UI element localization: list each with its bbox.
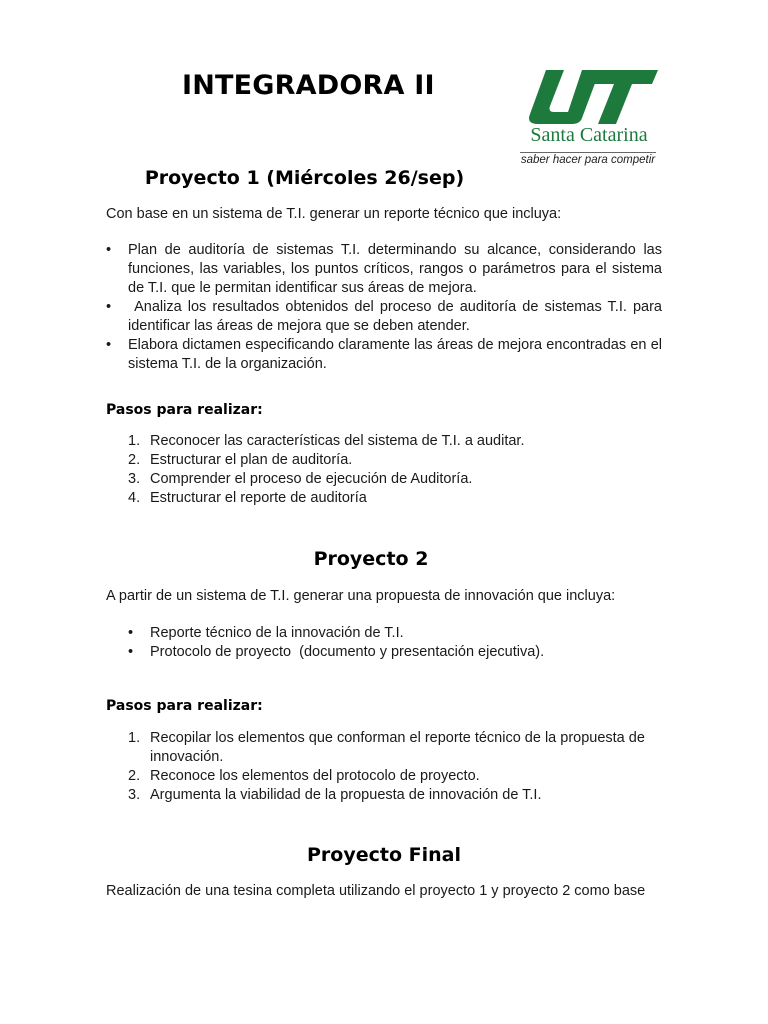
list-item: • Analiza los resultados obtenidos del proceso de auditoría de sistemas T.I. para identificar las áreas de mejora que se deben atender. [106, 299, 667, 334]
project2-heading: Proyecto 2 [313, 548, 429, 570]
list-item: 1. Recopilar los elementos que conforman el reporte técnico de la propuesta de innovación. [128, 730, 645, 765]
bullet-marker: • [106, 299, 112, 315]
project1-heading: Proyecto 1 (Miércoles 26/sep) [144, 167, 465, 189]
ut-santa-catarina-logo [512, 66, 662, 170]
project1-intro: Con base en un sistema de T.I. generar un reporte técnico que incluya: [106, 206, 562, 222]
list-item: • Protocolo de proyecto (documento y presentación ejecutiva). [128, 644, 545, 660]
list-item: 4. Estructurar el reporte de auditoría [128, 490, 367, 506]
project1-steps-list [128, 432, 648, 508]
project1-steps-label: Pasos para realizar: [106, 402, 263, 418]
list-item: • Elabora dictamen especificando claramente las áreas de mejora encontradas en el sistema T.I. de la organización. [106, 337, 662, 372]
logo-tagline: saber hacer para competir [520, 154, 656, 166]
list-item: • Reporte técnico de la innovación de T.I. [128, 625, 404, 641]
list-item: 2. Estructurar el plan de auditoría. [128, 452, 353, 468]
list-item: 1. Reconocer las características del sistema de T.I. a auditar. [128, 433, 525, 449]
project1-bullet-list [106, 241, 667, 374]
bullet-marker: • [128, 625, 134, 641]
project2-bullet-list [128, 624, 648, 662]
project2-steps-label: Pasos para realizar: [106, 698, 263, 714]
list-item: • Plan de auditoría de sistemas T.I. determinando su alcance, considerando las funciones, las variables, los puntos críticos, rangos o parámetros para el sistema de T.I. que le permitan identificar sus áreas de mejora. [106, 242, 662, 296]
list-item: 2. Reconoce los elementos del protocolo de proyecto. [128, 768, 480, 784]
final-project-text: Realización de una tesina completa utilizando el proyecto 1 y proyecto 2 como base [106, 883, 646, 899]
list-item: 3. Comprender el proceso de ejecución de Auditoría. [128, 471, 473, 487]
document-title: INTEGRADORA II [182, 70, 435, 101]
project2-steps-list [128, 729, 662, 805]
ut-logo-mark-icon [512, 66, 662, 126]
list-item: 3. Argumenta la viabilidad de la propuesta de innovación de T.I. [128, 787, 542, 803]
project2-intro: A partir de un sistema de T.I. generar una propuesta de innovación que incluya: [106, 588, 616, 604]
logo-name: Santa Catarina [530, 124, 648, 146]
bullet-marker: • [128, 644, 134, 660]
bullet-marker: • [106, 242, 112, 258]
bullet-marker: • [106, 337, 112, 353]
final-project-heading: Proyecto Final [307, 844, 461, 866]
